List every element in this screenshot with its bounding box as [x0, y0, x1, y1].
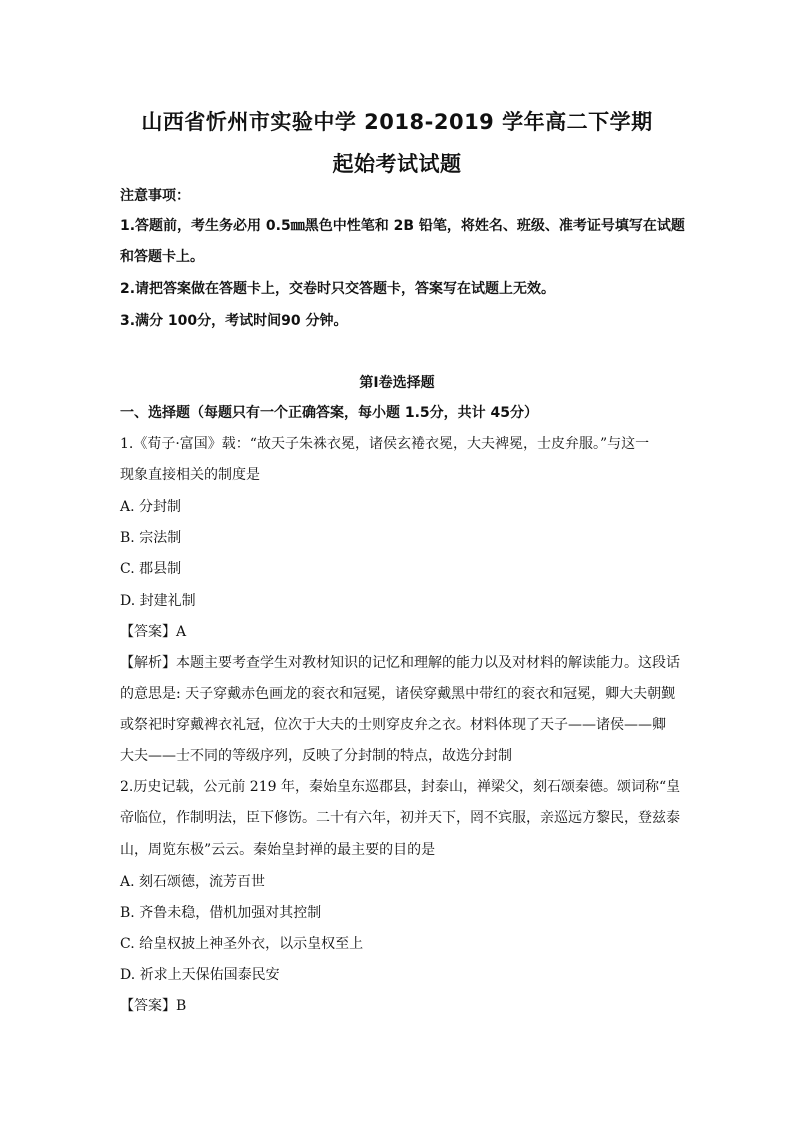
analysis-text: 【解析】本题主要考查学生对教材知识的记忆和理解的能力以及对材料的解读能力。这段话	[120, 655, 680, 671]
question-stem: 现象直接相关的制度是	[120, 467, 260, 483]
answer-label: 【答案】A	[120, 624, 187, 640]
answer-label: 【答案】B	[120, 998, 187, 1014]
analysis-text: 的意思是: 天子穿戴赤色画龙的衮衣和冠冕，诸侯穿戴黑中带红的衮衣和冠冕，卿大夫朝觐	[120, 686, 676, 702]
question-stem: 山，周览东极”云云。秦始皇封禅的最主要的目的是	[120, 842, 436, 858]
volume-title: 第Ⅰ卷选择题	[359, 375, 435, 391]
notice-item: 2.请把答案做在答题卡上，交卷时只交答题卡，答案写在试题上无效。	[120, 281, 556, 297]
question-option: B. 宗法制	[120, 530, 182, 546]
notice-heading: 注意事项：	[120, 188, 190, 204]
analysis-text: 大夫——士不同的等级序列，反映了分封制的特点，故选分封制	[120, 748, 512, 764]
notice-item: 和答题卡上。	[120, 249, 204, 265]
question-option: C. 郡县制	[120, 561, 182, 577]
question-option: D. 封建礼制	[120, 593, 196, 609]
question-stem: 帝临位，作制明法，臣下修饬。二十有六年，初并天下，罔不宾服，亲巡远方黎民，登兹泰	[120, 810, 680, 826]
document-subtitle: 起始考试试题	[332, 152, 462, 176]
notice-item: 1.答题前，考生务必用 0.5㎜黑色中性笔和 2B 铅笔，将姓名、班级、准考证号填写在试题	[120, 218, 685, 234]
analysis-text: 或祭祀时穿戴裨衣礼冠，位次于大夫的士则穿皮弁之衣。材料体现了天子——诸侯——卿	[120, 717, 666, 733]
question-option: A. 刻石颂德，流芳百世	[120, 874, 266, 890]
document-title: 山西省忻州市实验中学 2018-2019 学年高二下学期	[141, 110, 653, 134]
notice-item: 3.满分 100分，考试时间90 分钟。	[120, 313, 348, 329]
question-option: D. 祈求上天保佑国泰民安	[120, 967, 280, 983]
question-stem: 2.历史记载，公元前 219 年，秦始皇东巡郡县，封泰山，禅梁父，刻石颂秦德。颂词称“皇	[120, 779, 681, 795]
question-option: C. 给皇权披上神圣外衣，以示皇权至上	[120, 936, 364, 952]
question-option: A. 分封制	[120, 499, 182, 515]
question-stem: 1.《荀子·富国》载：“故天子朱袾衣冕，诸侯玄裷衣冕，大夫裨冕，士皮弁服。”与这一	[120, 436, 650, 452]
question-option: B. 齐鲁未稳，借机加强对其控制	[120, 905, 322, 921]
part-title: 一、选择题（每题只有一个正确答案，每小题 1.5分，共计 45分）	[120, 405, 539, 421]
